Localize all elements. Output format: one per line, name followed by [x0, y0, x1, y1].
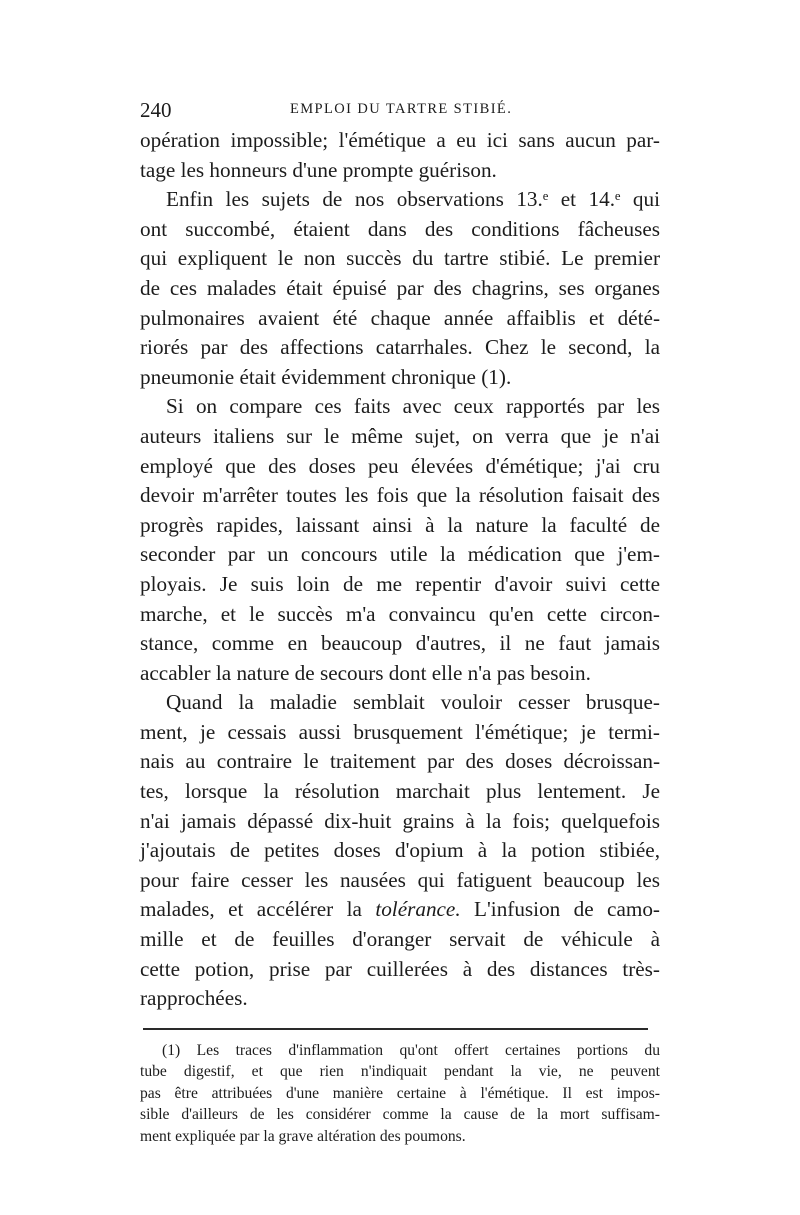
page-header — [140, 96, 660, 126]
text-line: stance, comme en beaucoup d'autres, il ne faut jamais — [140, 631, 660, 656]
text-line: cette potion, prise par cuillerées à des distances très- — [140, 956, 660, 981]
text-line: marche, et le succès m'a convaincu qu'en cette circon- — [140, 601, 660, 626]
text-line: n'ai jamais dépassé dix-huit grains à la fois; quelquefois — [140, 808, 660, 833]
paragraph-4 — [140, 688, 660, 1014]
text-line: rapprochées. — [140, 986, 248, 1011]
paragraph-1 — [140, 126, 660, 185]
text-line: tes, lorsque la résolution marchait plus lentement. Je — [140, 779, 660, 804]
text-line: accabler la nature de secours dont elle n'a pas besoin. — [140, 660, 591, 685]
text-line: ont succombé, étaient dans des conditions fâcheuses — [140, 216, 660, 241]
footnote-line: tube digestif, et que rien n'indiquait pendant la vie, ne peuvent — [140, 1063, 660, 1081]
text-line: pulmonaires avaient été chaque année affaiblis et dété- — [140, 305, 660, 330]
footnote-divider — [143, 1028, 648, 1030]
text-line: ployais. Je suis loin de me repentir d'avoir suivi cette — [140, 571, 660, 596]
text-line: de ces malades était épuisé par des chagrins, ses organes — [140, 275, 660, 300]
text-line: Si on compare ces faits avec ceux rapportés par les — [166, 394, 660, 419]
text-line: progrès rapides, laissant ainsi à la nature la faculté de — [140, 512, 660, 537]
footnote-line: ment expliquée par la grave altération des poumons. — [140, 1127, 466, 1145]
footnote-line: sible d'ailleurs de les considérer comme la cause de la mort suffisam- — [140, 1106, 660, 1124]
text-line: devoir m'arrêter toutes les fois que la résolution faisait des — [140, 483, 660, 508]
text-line: employé que des doses peu élevées d'émétique; j'ai cru — [140, 453, 660, 478]
text-line: Quand la maladie semblait vouloir cesser brusque- — [166, 690, 660, 715]
italic-term: tolérance. — [375, 897, 461, 922]
text-line: pneumonie était évidemment chronique (1). — [140, 364, 512, 389]
text-line: qui expliquent le non succès du tartre stibié. Le premier — [140, 246, 660, 271]
footnote-line: pas être attribuées d'une manière certaine à l'émétique. Il est impos- — [140, 1084, 660, 1102]
text-line: opération impossible; l'émétique a eu ici sans aucun par- — [140, 128, 660, 152]
footnote — [140, 1040, 660, 1148]
text-line: riorés par des affections catarrhales. Chez le second, la — [140, 335, 660, 360]
text-line: Enfin les sujets de nos observations 13.ᵉ et 14.ᵉ qui — [166, 187, 660, 212]
text-line: j'ajoutais de petites doses d'opium à la potion stibiée, — [140, 838, 660, 863]
book-page — [140, 96, 660, 1147]
text-line — [140, 895, 660, 925]
text-line: tage les honneurs d'une prompte guérison. — [140, 157, 497, 182]
text-line: pour faire cesser les nausées qui fatiguent beaucoup les — [140, 867, 660, 892]
text-line: mille et de feuilles d'oranger servait de véhicule à — [140, 927, 660, 952]
running-head: EMPLOI DU TARTRE STIBIÉ. — [290, 101, 513, 117]
text-line: nais au contraire le traitement par des doses décroissan- — [140, 749, 660, 774]
text-segment: L'infusion de camo- — [460, 897, 660, 922]
page-number: 240 — [140, 98, 172, 122]
body-text — [140, 126, 660, 1014]
text-line: ment, je cessais aussi brusquement l'émétique; je termi- — [140, 719, 660, 744]
paragraph-3 — [140, 392, 660, 688]
text-segment: malades, et accélérer la — [140, 897, 376, 922]
text-line: auteurs italiens sur le même sujet, on verra que je n'ai — [140, 423, 660, 448]
paragraph-2 — [140, 185, 660, 392]
text-line: seconder par un concours utile la médication que j'em- — [140, 542, 660, 567]
footnote-line: (1) Les traces d'inflammation qu'ont offert certaines portions du — [162, 1041, 660, 1059]
